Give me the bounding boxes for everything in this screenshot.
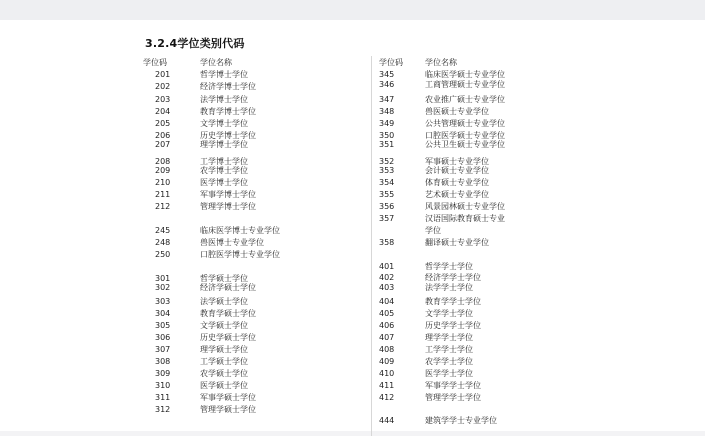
degree-code: 212	[155, 202, 171, 211]
top-bar	[0, 0, 705, 20]
degree-code: 303	[155, 297, 171, 306]
degree-code: 203	[155, 95, 171, 104]
right-code-header: 学位码	[379, 58, 403, 67]
degree-code: 349	[379, 119, 395, 128]
degree-code: 351	[379, 140, 395, 149]
degree-name: 艺术硕士专业学位	[425, 190, 489, 199]
degree-name: 兽医博士专业学位	[200, 238, 264, 247]
degree-name: 理学博士学位	[200, 140, 248, 149]
degree-name: 医学学士学位	[425, 369, 473, 378]
degree-code: 210	[155, 178, 171, 187]
degree-code: 402	[379, 273, 395, 282]
degree-code: 355	[379, 190, 395, 199]
degree-code: 401	[379, 262, 395, 271]
left-code-header: 学位码	[143, 58, 167, 67]
degree-code: 209	[155, 166, 171, 175]
degree-code: 357	[379, 214, 395, 223]
degree-name: 汉语国际教育硕士专业	[425, 214, 505, 223]
degree-code: 410	[379, 369, 395, 378]
degree-code: 354	[379, 178, 395, 187]
degree-name: 文学学士学位	[425, 309, 473, 318]
degree-name: 理学学士学位	[425, 333, 473, 342]
degree-code: 408	[379, 345, 395, 354]
degree-name: 管理学博士学位	[200, 202, 256, 211]
degree-name: 农学硕士学位	[200, 369, 248, 378]
degree-name: 军事学博士学位	[200, 190, 256, 199]
degree-name: 教育学硕士学位	[200, 309, 256, 318]
degree-name: 工学学士学位	[425, 345, 473, 354]
degree-name: 工学博士学位	[200, 157, 248, 166]
degree-name: 公共管理硕士专业学位	[425, 119, 505, 128]
degree-name: 经济学博士学位	[200, 82, 256, 91]
degree-name: 文学博士学位	[200, 119, 248, 128]
degree-code: 308	[155, 357, 171, 366]
degree-name: 临床医学博士专业学位	[200, 226, 280, 235]
degree-code: 310	[155, 381, 171, 390]
degree-code: 311	[155, 393, 171, 402]
degree-code: 350	[379, 131, 395, 140]
degree-code: 345	[379, 70, 395, 79]
degree-code: 202	[155, 82, 171, 91]
degree-code: 301	[155, 274, 171, 283]
degree-code: 348	[379, 107, 395, 116]
degree-code: 206	[155, 131, 171, 140]
degree-code: 208	[155, 157, 171, 166]
degree-code: 205	[155, 119, 171, 128]
degree-name: 经济学学士学位	[425, 273, 481, 282]
section-title: 3.2.4学位类别代码	[145, 37, 245, 50]
degree-code: 312	[155, 405, 171, 414]
degree-name: 医学博士学位	[200, 178, 248, 187]
degree-code: 204	[155, 107, 171, 116]
degree-name: 哲学博士学位	[200, 70, 248, 79]
degree-name: 经济学硕士学位	[200, 283, 256, 292]
degree-name: 法学学士学位	[425, 283, 473, 292]
degree-name: 兽医硕士专业学位	[425, 107, 489, 116]
degree-name: 理学硕士学位	[200, 345, 248, 354]
degree-name: 教育学学士学位	[425, 297, 481, 306]
degree-name: 学位	[425, 226, 441, 235]
degree-code: 305	[155, 321, 171, 330]
degree-name: 管理学学士学位	[425, 393, 481, 402]
degree-name: 管理学硕士学位	[200, 405, 256, 414]
degree-code: 201	[155, 70, 171, 79]
degree-name: 法学博士学位	[200, 95, 248, 104]
degree-code: 352	[379, 157, 395, 166]
degree-name: 历史学学士学位	[425, 321, 481, 330]
degree-code: 405	[379, 309, 395, 318]
degree-code: 304	[155, 309, 171, 318]
degree-name: 哲学学士学位	[425, 262, 473, 271]
degree-name: 口腔医学博士专业学位	[200, 250, 280, 259]
column-divider	[371, 56, 372, 436]
degree-code: 207	[155, 140, 171, 149]
degree-code: 406	[379, 321, 395, 330]
degree-name: 军事学学士学位	[425, 381, 481, 390]
degree-name: 法学硕士学位	[200, 297, 248, 306]
degree-name: 哲学硕士学位	[200, 274, 248, 283]
degree-code: 412	[379, 393, 395, 402]
degree-code: 211	[155, 190, 171, 199]
degree-name: 教育学博士学位	[200, 107, 256, 116]
degree-code: 307	[155, 345, 171, 354]
degree-name: 工商管理硕士专业学位	[425, 80, 505, 89]
degree-code: 409	[379, 357, 395, 366]
degree-name: 工学硕士学位	[200, 357, 248, 366]
degree-name: 体育硕士专业学位	[425, 178, 489, 187]
left-name-header: 学位名称	[200, 58, 232, 67]
degree-code: 403	[379, 283, 395, 292]
degree-code: 248	[155, 238, 171, 247]
degree-name: 历史学硕士学位	[200, 333, 256, 342]
degree-name: 农学博士学位	[200, 166, 248, 175]
degree-name: 军事学硕士学位	[200, 393, 256, 402]
degree-code: 245	[155, 226, 171, 235]
degree-code: 346	[379, 80, 395, 89]
degree-name: 历史学博士学位	[200, 131, 256, 140]
degree-code: 347	[379, 95, 395, 104]
degree-name: 翻译硕士专业学位	[425, 238, 489, 247]
degree-name: 口腔医学硕士专业学位	[425, 131, 505, 140]
degree-name: 会计硕士专业学位	[425, 166, 489, 175]
degree-name: 军事硕士专业学位	[425, 157, 489, 166]
degree-name: 建筑学学士专业学位	[425, 416, 497, 425]
document-page	[0, 20, 705, 431]
degree-name: 农业推广硕士专业学位	[425, 95, 505, 104]
degree-code: 356	[379, 202, 395, 211]
degree-code: 358	[379, 238, 395, 247]
degree-name: 文学硕士学位	[200, 321, 248, 330]
degree-code: 411	[379, 381, 395, 390]
degree-code: 407	[379, 333, 395, 342]
degree-code: 306	[155, 333, 171, 342]
degree-code: 250	[155, 250, 171, 259]
right-name-header: 学位名称	[425, 58, 457, 67]
degree-code: 309	[155, 369, 171, 378]
degree-code: 302	[155, 283, 171, 292]
degree-code: 404	[379, 297, 395, 306]
degree-name: 医学硕士学位	[200, 381, 248, 390]
degree-name: 风景园林硕士专业学位	[425, 202, 505, 211]
degree-name: 临床医学硕士专业学位	[425, 70, 505, 79]
degree-code: 444	[379, 416, 395, 425]
degree-name: 农学学士学位	[425, 357, 473, 366]
degree-code: 353	[379, 166, 395, 175]
degree-name: 公共卫生硕士专业学位	[425, 140, 505, 149]
